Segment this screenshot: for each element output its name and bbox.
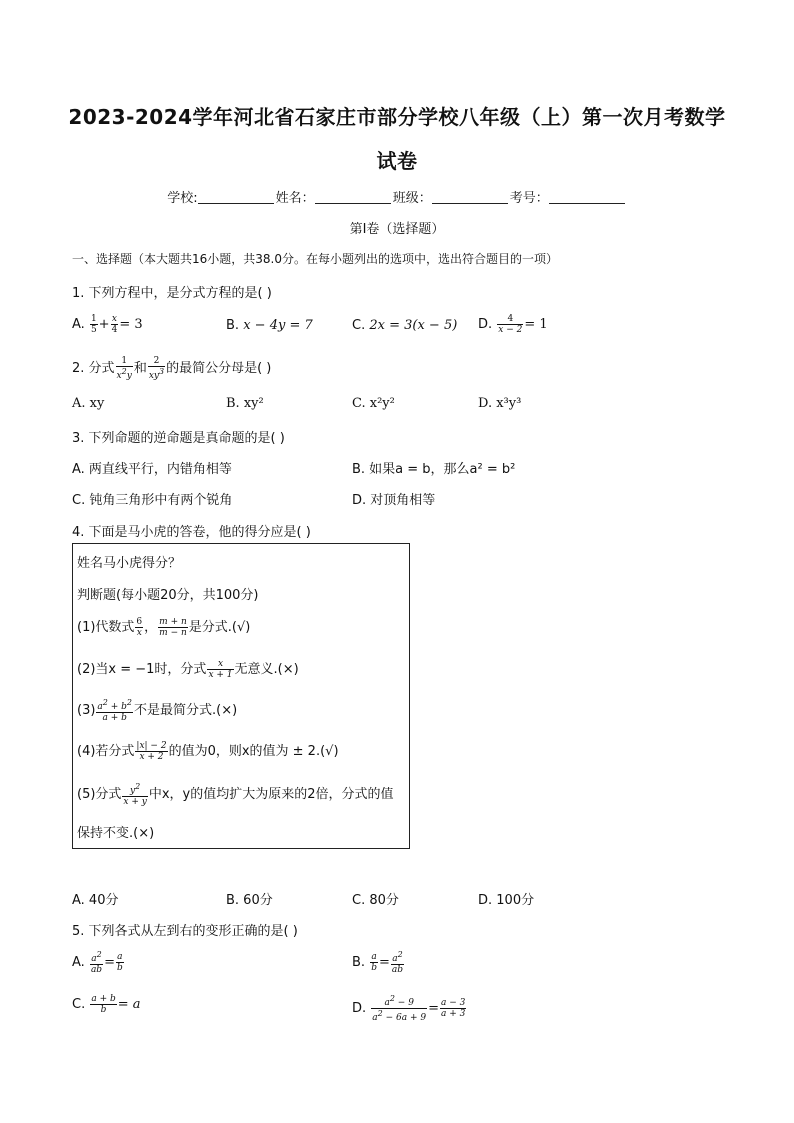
- q3-option-b: B. 如果a = b，那么a² = b²: [352, 462, 516, 477]
- fraction: $\frac{2}{xy^3}$: [148, 356, 165, 381]
- q2-stem-b: 和: [133, 361, 147, 376]
- part-heading: 第Ⅰ卷（选择题）: [349, 222, 445, 237]
- fraction: $\frac{a}{b}$: [371, 952, 377, 973]
- q4-option-b: B. 60分: [226, 893, 273, 908]
- box-l4-b: 无意义.(×): [234, 662, 299, 677]
- q1-c-expr: 2x = 3(x − 5): [369, 318, 458, 333]
- box-l4-a: (2)当x = −1时，分式: [77, 662, 207, 677]
- box-line-5: [77, 698, 237, 723]
- q5-option-b: B. $\frac{a}{b}$ = $\frac{a^2}{ab}$: [352, 950, 404, 975]
- q1-option-d: D. $\frac{4}{x - 2}$ = 1: [478, 314, 548, 335]
- q1-c-label: C.: [352, 318, 366, 333]
- fraction: $\frac{m + n}{m - n}$: [159, 617, 187, 638]
- school-blank[interactable]: [198, 191, 274, 204]
- q5-option-c: C. $\frac{a + b}{b}$ = a: [72, 994, 141, 1015]
- q1-b-label: B.: [226, 318, 240, 333]
- q5-b-label: B.: [352, 955, 366, 970]
- q4-option-d: D. 100分: [478, 893, 535, 908]
- fraction: $\frac{1}{x^2y}$: [116, 356, 132, 381]
- box-l5-b: 不是最简分式.(×): [134, 703, 238, 718]
- fraction: $\frac{x}{4}$: [111, 314, 118, 335]
- box-l7-a: (5)分式: [77, 787, 122, 802]
- box-l3-a: (1)代数式: [77, 620, 135, 635]
- fraction: $\frac{|x| - 2}{x + 2}$: [136, 741, 167, 762]
- number-blank[interactable]: [549, 191, 625, 204]
- name-blank[interactable]: [315, 191, 391, 204]
- q2-option-c: C. x²y²: [352, 396, 395, 411]
- exam-title-line1: 2023-2024学年河北省石家庄市部分学校八年级（上）第一次月考数学: [68, 105, 726, 129]
- section-heading: 一、选择题（本大题共16小题，共38.0分。在每小题列出的选项中，选出符合题目的一项）: [72, 252, 558, 266]
- fraction: $\frac{y^2}{x + y}$: [123, 782, 147, 807]
- fraction: $\frac{6}{x}$: [136, 617, 143, 638]
- q5-d-label: D.: [352, 1001, 367, 1016]
- q1-d-label: D.: [478, 317, 493, 332]
- q3-option-d: D. 对顶角相等: [352, 493, 436, 508]
- class-label: 班级：: [392, 191, 432, 206]
- q3-option-c: C. 钝角三角形中有两个锐角: [72, 493, 233, 508]
- exam-title-line2: 试卷: [376, 149, 418, 173]
- q1-option-b: [226, 318, 313, 333]
- box-l7-b: 中x，y的值均扩大为原来的2倍，分式的值: [148, 787, 394, 802]
- answer-sheet-box: [72, 543, 410, 849]
- fraction: $\frac{1}{5}$: [90, 314, 97, 335]
- school-label: 学校:: [167, 191, 198, 206]
- q1-option-c: [352, 318, 457, 333]
- q5-option-a: A. $\frac{a^2}{ab}$ = $\frac{a}{b}$: [72, 950, 123, 975]
- q1-option-a: A. $\frac{1}{5}$ + $\frac{x}{4}$ = 3: [72, 314, 143, 335]
- fraction: $\frac{a^2}{ab}$: [391, 950, 404, 975]
- q4-option-c: C. 80分: [352, 893, 399, 908]
- q3-option-a: A. 两直线平行，内错角相等: [72, 462, 232, 477]
- q2-option-d: D. x³y³: [478, 396, 522, 411]
- q5-option-d: D. $\frac{a^2 - 9}{a^2 - 6a + 9}$ = $\frac{a - 3}{a + 3}$: [352, 994, 466, 1023]
- q5-c-label: C.: [72, 997, 86, 1012]
- box-line-2: 判断题(每小题20分，共100分): [77, 588, 259, 603]
- q5-a-label: A.: [72, 955, 85, 970]
- q4-option-a: A. 40分: [72, 893, 119, 908]
- q4-stem: 4. 下面是马小虎的答卷，他的得分应是( ): [72, 525, 311, 540]
- student-info-row: [0, 187, 794, 206]
- class-blank[interactable]: [432, 191, 508, 204]
- box-line-6: [77, 740, 339, 762]
- fraction: $\frac{x}{x + 1}$: [208, 659, 233, 680]
- fraction: $\frac{a}{b}$: [116, 952, 123, 973]
- fraction: $\frac{4}{x - 2}$: [498, 314, 523, 335]
- box-line-1: 姓名马小虎得分？: [77, 556, 182, 571]
- fraction: $\frac{a^2 - 9}{a^2 - 6a + 9}$: [372, 994, 427, 1023]
- box-line-8: 保持不变.(×): [77, 826, 155, 841]
- number-label: 考号：: [509, 191, 549, 206]
- box-l6-b: 的值为0，则x的值为 ± 2.(√): [168, 744, 339, 759]
- box-line-3: [77, 616, 250, 638]
- box-l5-a: (3): [77, 703, 96, 718]
- q1-stem: 1. 下列方程中，是分式方程的是( ): [72, 286, 272, 301]
- q2-stem-c: 的最简公分母是( ): [166, 361, 272, 376]
- fraction: $\frac{a^2}{ab}$: [90, 950, 103, 975]
- box-l3-c: 是分式.(√): [188, 620, 251, 635]
- q2-stem: [72, 356, 271, 381]
- name-label: 姓名：: [275, 191, 315, 206]
- q2-option-a: A. xy: [72, 396, 105, 411]
- fraction: $\frac{a - 3}{a + 3}$: [441, 998, 466, 1019]
- q5-stem: 5. 下列各式从左到右的变形正确的是( ): [72, 924, 298, 939]
- q2-stem-a: 2. 分式: [72, 361, 115, 376]
- q3-stem: 3. 下列命题的逆命题是真命题的是( ): [72, 431, 285, 446]
- q1-b-expr: x − 4y = 7: [243, 318, 313, 333]
- box-l6-a: (4)若分式: [77, 744, 135, 759]
- q1-a-label: A.: [72, 317, 85, 332]
- box-l3-b: ，: [144, 620, 158, 635]
- box-line-4: [77, 658, 299, 680]
- q2-option-b: B. xy²: [226, 396, 264, 411]
- fraction: $\frac{a^2 + b^2}{a + b}$: [97, 698, 133, 723]
- fraction: $\frac{a + b}{b}$: [91, 994, 116, 1015]
- box-line-7: [77, 782, 394, 807]
